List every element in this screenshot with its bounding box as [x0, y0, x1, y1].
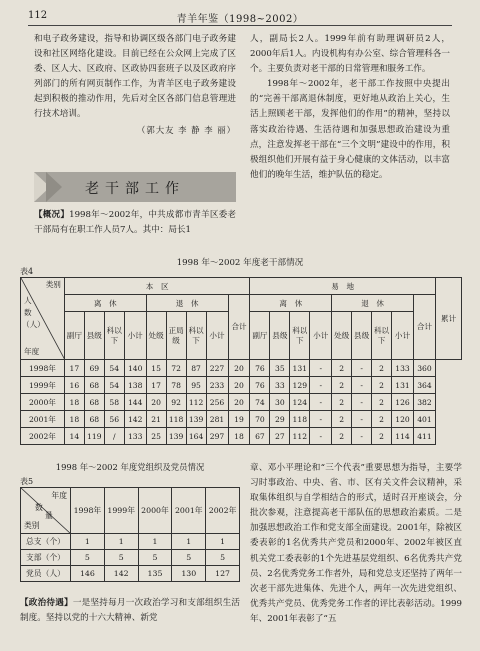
table-cell: 20 — [228, 377, 250, 394]
corner-year: 年度 — [24, 347, 40, 356]
table-cell: 119 — [84, 428, 104, 445]
table-cell: 92 — [166, 394, 186, 411]
table-cell: 76 — [250, 377, 270, 394]
group-district: 本 区 — [64, 278, 250, 295]
table-cell: 27 — [270, 428, 290, 445]
table-cell: 401 — [413, 411, 435, 428]
table-cell: - — [310, 360, 332, 377]
political-treatment-block — [20, 596, 240, 626]
table-cell: 2 — [332, 377, 352, 394]
row-year: 1999年 — [21, 377, 65, 394]
col-header: 小计 — [124, 312, 146, 360]
table-cell: - — [352, 394, 372, 411]
overview-block — [34, 208, 236, 238]
year-header: 1998年 — [71, 488, 105, 534]
table4-label: 表4 — [20, 267, 34, 276]
table-cell: 5 — [138, 550, 172, 566]
table-cell: 120 — [392, 411, 414, 428]
table5-caption: 1998 年～2002 年度党组织及党员情况 — [55, 462, 205, 472]
table-cell: 1 — [138, 534, 172, 550]
table-cell: 70 — [250, 411, 270, 428]
table-cell: - — [352, 360, 372, 377]
table-cell: 17 — [64, 360, 84, 377]
col-header: 小计 — [206, 312, 228, 360]
table-cell: 19 — [228, 411, 250, 428]
table-cell: 164 — [186, 428, 206, 445]
section-title: 老干部工作 — [85, 181, 185, 197]
table-cell: 256 — [206, 394, 228, 411]
table-cell: 124 — [290, 394, 310, 411]
table-cell: 2 — [372, 360, 392, 377]
table-cell: 131 — [290, 360, 310, 377]
col-header: 县级 — [352, 312, 372, 360]
table-cell: 146 — [71, 566, 105, 582]
table-cell: 2 — [332, 428, 352, 445]
table-cell: 411 — [413, 428, 435, 445]
author-credit: （郭大友 李 静 李 丽） — [136, 124, 236, 135]
corner-year: 年度 — [51, 491, 67, 500]
table-cell: 142 — [124, 411, 146, 428]
table-cell: 68 — [84, 377, 104, 394]
table-cell: 76 — [250, 360, 270, 377]
table5-corner-cell — [21, 488, 71, 534]
table-cell: 142 — [104, 566, 138, 582]
col-header: 小计 — [392, 312, 414, 360]
table-row — [21, 566, 240, 582]
table-cell: 2 — [332, 394, 352, 411]
top-left-column — [34, 32, 236, 136]
table-cell: 20 — [228, 394, 250, 411]
corner-category: 类别 — [45, 280, 61, 289]
table-cell: 17 — [146, 377, 166, 394]
egov-paragraph: 和电子政务建设，指导和协调区级各部门电子政务建设和社区网络化建设。目前已经在公众网上完成了区委、区人大、区政府、区政协四套班子以及区政府序列部门的所有网页制作工作，为青羊区电子政务建设起到积极的推动作用，先后对全区各部门信息管理进行技术培训。 — [34, 34, 236, 120]
table-cell: 129 — [290, 377, 310, 394]
political-text: 一是坚持每月一次政治学习和支部组织生活制度。坚持以党的十六大精神、新党 — [20, 598, 240, 624]
table-cell: 21 — [146, 411, 166, 428]
table-cell: 135 — [138, 566, 172, 582]
corner-unit: （人） — [22, 320, 45, 329]
table-cell: 72 — [166, 360, 186, 377]
table-row — [21, 360, 462, 377]
table-cell: 297 — [206, 428, 228, 445]
table-cell: 18 — [64, 394, 84, 411]
row-year: 2002年 — [21, 428, 65, 445]
table-cell: 139 — [166, 428, 186, 445]
table-cell: 364 — [413, 377, 435, 394]
group-outside: 易 地 — [250, 278, 435, 295]
table5-body — [21, 534, 240, 582]
row-year: 2001年 — [21, 411, 65, 428]
table4-caption: 1998 年～2002 年度老干部情况 — [176, 258, 304, 268]
staffing-paragraph: 人，副局长2人。1999年前有助理调研员2人，2000年后1人。内设机构有办公室、综合管理科各一个。主要负责对老干部的日常管理和服务工作。 — [250, 34, 450, 75]
table-cell: 118 — [290, 411, 310, 428]
row-category: 总支（个） — [21, 534, 71, 550]
table-cell: 16 — [64, 377, 84, 394]
table-cell: 127 — [206, 566, 240, 582]
table-row — [21, 550, 240, 566]
table-cell: 33 — [270, 377, 290, 394]
corner-count: 数 — [35, 503, 43, 512]
year-header: 1999年 — [104, 488, 138, 534]
col-header: 科以下 — [290, 312, 310, 360]
table-cell: 281 — [206, 411, 228, 428]
corner-qty: 量 — [45, 511, 53, 520]
corner-people: 人 — [24, 296, 32, 305]
table-cell: 18 — [64, 411, 84, 428]
study-paragraph: 章、邓小平理论和“三个代表”重要思想为指导，主要学习时事政治、中央、省、市、区有关文件会议精神，采取集体组织与自学相结合的形式，适时召开座谈会，分批次参观，注意提高老干部队伍的思想政治素质。二是加强思想政治工作和党支部全面建设。2001年，除被区委表彰的1名优秀共产党员和2000年、2002年被区直机关党工委表彰的1个先进基层党组织、6名优秀共产党员、2名优秀党务工作者外，局和党总支还坚持了两年一次老干部先进集体、先进个人，两年一次先进党组织、优秀共产党员、优秀党务工作者的评比表彰活动。1999年、2001年表彰了“五 — [250, 463, 462, 624]
running-header — [28, 10, 452, 26]
party-table — [20, 487, 240, 582]
table-cell: 2 — [372, 394, 392, 411]
table-cell: 360 — [413, 360, 435, 377]
table-cell: 140 — [124, 360, 146, 377]
cadre-table — [20, 277, 462, 445]
table-cell: 74 — [250, 394, 270, 411]
table-cell: 68 — [84, 411, 104, 428]
table-cell: 67 — [250, 428, 270, 445]
table-cell: 20 — [146, 394, 166, 411]
outside-lixiu-header: 离 休 — [250, 295, 332, 312]
table-cell: / — [104, 428, 124, 445]
table-cell: 2 — [372, 377, 392, 394]
row-category: 支部（个） — [21, 550, 71, 566]
row-year: 1998年 — [21, 360, 65, 377]
table-cell: 29 — [270, 411, 290, 428]
table-cell: 68 — [84, 394, 104, 411]
outside-total-header: 合计 — [413, 295, 435, 360]
table-cell: 114 — [392, 428, 414, 445]
year-header: 2001年 — [172, 488, 206, 534]
col-header: 处级 — [332, 312, 352, 360]
table4-corner-cell — [21, 278, 65, 360]
table-cell: 118 — [166, 411, 186, 428]
col-header: 副厅 — [250, 312, 270, 360]
table-cell: 126 — [392, 394, 414, 411]
overview-text: 1998年～2002年，中共成都市青羊区委老干部局有在职工作人员7人。其中：局长1 — [34, 210, 236, 236]
table-cell: 382 — [413, 394, 435, 411]
table-cell: 95 — [186, 377, 206, 394]
outside-tuixiu-header: 退 休 — [332, 295, 414, 312]
table-cell: 1 — [172, 534, 206, 550]
table-cell: 112 — [290, 428, 310, 445]
corner-count: 数 — [24, 308, 32, 317]
table-cell: 1 — [206, 534, 240, 550]
table-cell: - — [310, 394, 332, 411]
table-cell: 54 — [104, 360, 124, 377]
overview-label: 【概况】 — [34, 210, 70, 220]
table-cell: 2 — [372, 428, 392, 445]
table-cell: 2 — [372, 411, 392, 428]
row-year: 2000年 — [21, 394, 65, 411]
page-number: 112 — [28, 10, 48, 21]
table-cell: 130 — [172, 566, 206, 582]
grand-total-header: 累计 — [435, 278, 461, 360]
district-tuixiu-header: 退 休 — [146, 295, 228, 312]
table-cell: - — [310, 377, 332, 394]
table-cell: 30 — [270, 394, 290, 411]
table-cell: 35 — [270, 360, 290, 377]
table-cell: 5 — [71, 550, 105, 566]
running-title: 青羊年鉴（1998~2002） — [176, 14, 304, 25]
table-cell: - — [310, 428, 332, 445]
col-header: 县级 — [84, 312, 104, 360]
table-cell: 18 — [228, 428, 250, 445]
table-cell: 1 — [104, 534, 138, 550]
year-header: 2000年 — [138, 488, 172, 534]
corner-category: 类别 — [24, 521, 40, 530]
table4-body — [21, 360, 462, 445]
table-cell: 227 — [206, 360, 228, 377]
table-cell: - — [352, 377, 372, 394]
table-cell: 5 — [104, 550, 138, 566]
table-cell: - — [352, 411, 372, 428]
table-cell: 69 — [84, 360, 104, 377]
table-cell: 133 — [392, 360, 414, 377]
table-cell: 5 — [172, 550, 206, 566]
table-cell: 233 — [206, 377, 228, 394]
table-row — [21, 411, 462, 428]
table-cell: 14 — [64, 428, 84, 445]
col-header: 科以下 — [104, 312, 124, 360]
year-header: 2002年 — [206, 488, 240, 534]
table-cell: 54 — [104, 377, 124, 394]
table-cell: 25 — [146, 428, 166, 445]
col-header: 科以下 — [372, 312, 392, 360]
table-cell: 112 — [186, 394, 206, 411]
bottom-right-column — [250, 461, 462, 627]
col-header: 正局级 — [166, 312, 186, 360]
table-cell: 131 — [392, 377, 414, 394]
table-cell: 2 — [332, 411, 352, 428]
col-header: 科以下 — [186, 312, 206, 360]
table-cell: 20 — [228, 360, 250, 377]
table-cell: 144 — [124, 394, 146, 411]
policy-paragraph: 1998年～2002年，老干部工作按照中央提出的“完善干部离退休制度，更好地从政治上关心，生活上照顾老干部，发挥他们的作用”的精神，坚持以落实政治待遇、生活待遇和加强思想政治建设为重点，注意发挥老干部在“三个文明”建设中的作用，积极组织他们开展有益于身心健康的文体活动，以丰富他们的晚年生活，维护队伍的稳定。 — [250, 79, 450, 180]
table-cell: 87 — [186, 360, 206, 377]
district-lixiu-header: 离 休 — [64, 295, 146, 312]
table-cell: 15 — [146, 360, 166, 377]
top-right-column — [250, 32, 450, 183]
table-cell: 2 — [332, 360, 352, 377]
col-header: 副厅 — [64, 312, 84, 360]
table-cell: - — [352, 428, 372, 445]
col-header: 处级 — [146, 312, 166, 360]
col-header: 县级 — [270, 312, 290, 360]
table-cell: 139 — [186, 411, 206, 428]
table-cell: 58 — [104, 394, 124, 411]
table-cell: - — [310, 411, 332, 428]
col-header: 小计 — [310, 312, 332, 360]
district-total-header: 合计 — [228, 295, 250, 360]
table-row — [21, 394, 462, 411]
political-label: 【政治待遇】 — [20, 598, 73, 608]
table-cell: 78 — [166, 377, 186, 394]
section-heading — [34, 172, 236, 202]
row-category: 党员（人） — [21, 566, 71, 582]
table-cell: 1 — [71, 534, 105, 550]
table-row — [21, 534, 240, 550]
table-row — [21, 428, 462, 445]
table-row — [21, 377, 462, 394]
table5-label: 表5 — [20, 477, 34, 486]
table-cell: 56 — [104, 411, 124, 428]
table-cell: 5 — [206, 550, 240, 566]
table-cell: 133 — [124, 428, 146, 445]
table-cell: 138 — [124, 377, 146, 394]
